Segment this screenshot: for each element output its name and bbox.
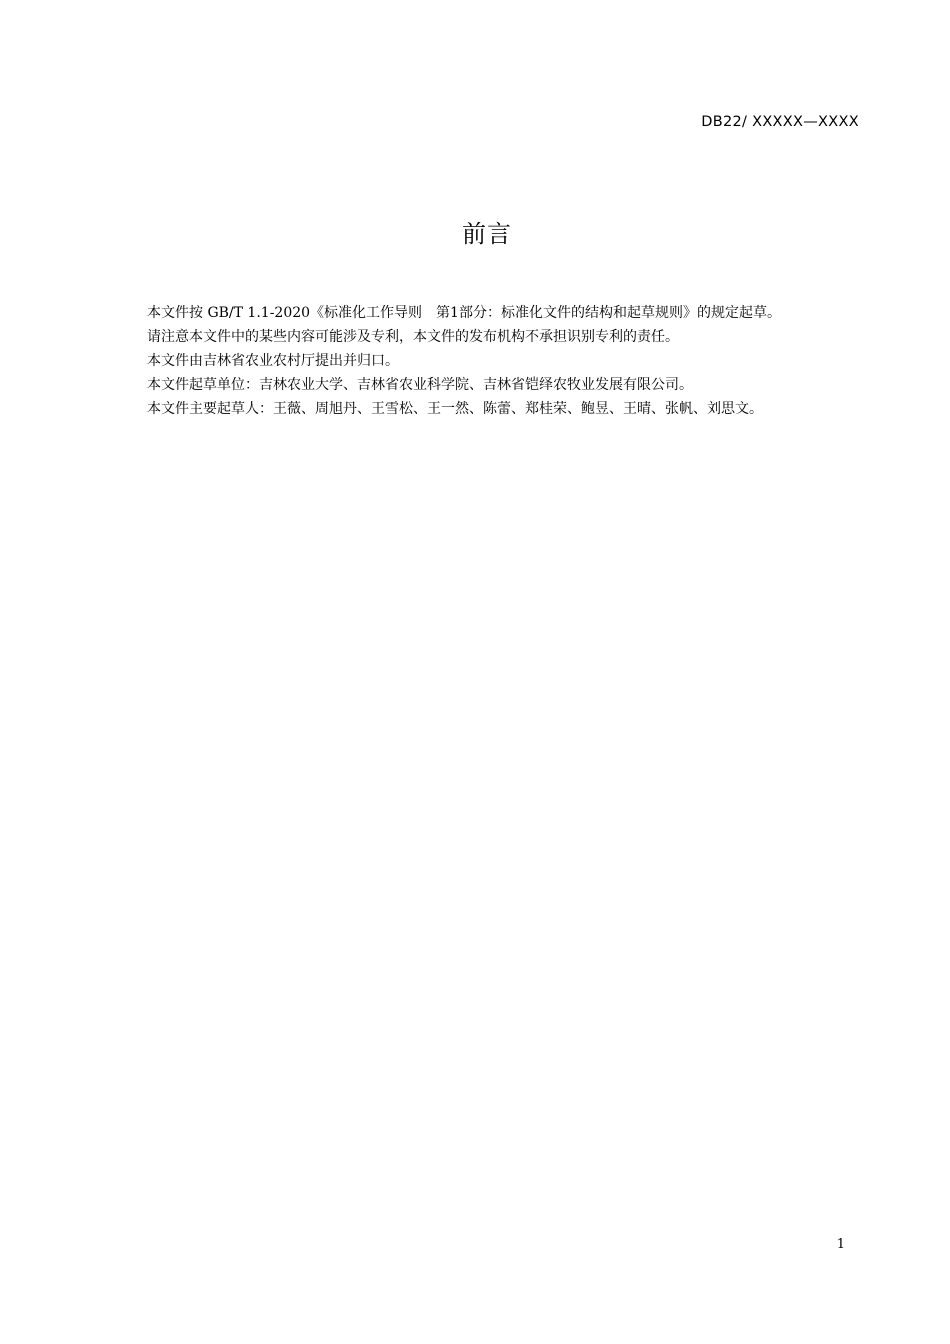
paragraph-drafting-units: 本文件起草单位：吉林农业大学、吉林省农业科学院、吉林省铠绎农牧业发展有限公司。 xyxy=(147,377,693,393)
page-number: 1 xyxy=(836,1237,845,1252)
page-title: 前言 xyxy=(462,220,512,248)
paragraph-patent-notice: 请注意本文件中的某些内容可能涉及专利，本文件的发布机构不承担识别专利的责任。 xyxy=(147,329,679,345)
document-code: DB22/ XXXXX—XXXX xyxy=(701,114,859,130)
paragraph-drafters: 本文件主要起草人：王薇、周旭丹、王雪松、王一然、陈蕾、郑桂荣、鲍昱、王晴、张帆、刘思文。 xyxy=(147,401,763,417)
paragraph-drafting-rules: 本文件按 GB/T 1.1-2020《标准化工作导则 第1部分：标准化文件的结构和起草规则》的规定起草。 xyxy=(147,305,781,321)
foreword-body xyxy=(115,301,860,421)
paragraph-proposer: 本文件由吉林省农业农村厅提出并归口。 xyxy=(147,353,399,369)
